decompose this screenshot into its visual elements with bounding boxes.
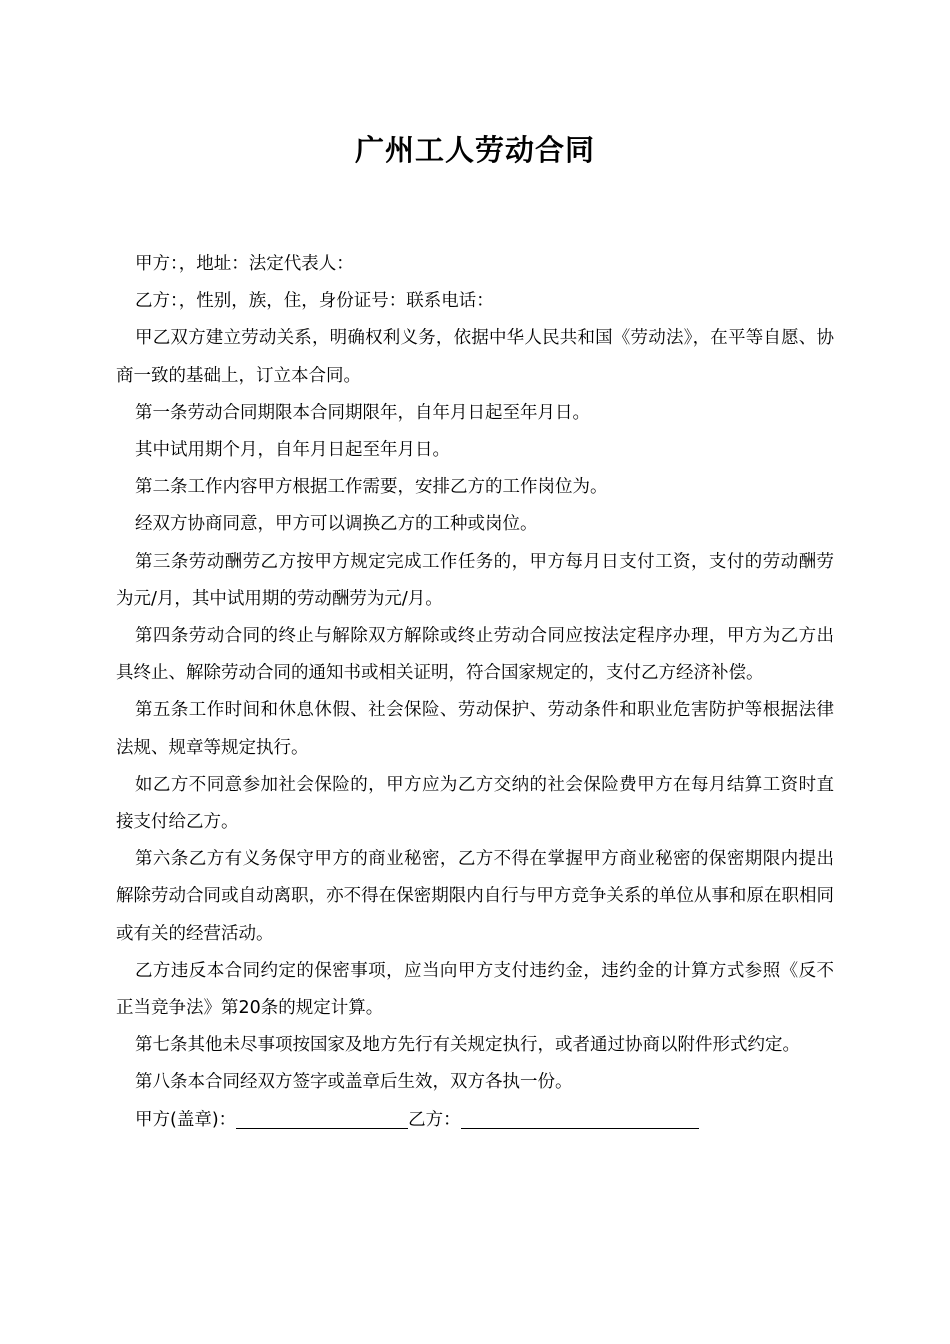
article-2-adjustment: 经双方协商同意，甲方可以调换乙方的工种或岗位。	[135, 514, 538, 535]
preamble: 甲乙双方建立劳动关系，明确权利义务，依据中华人民共和国《劳动法》，在平等自愿、协商一致的基础上，订立本合同。	[116, 328, 834, 386]
party-a-signature-label: 甲方(盖章)：	[135, 1109, 237, 1130]
article-1: 第一条劳动合同期限本合同期限年，自年月日起至年月日。	[135, 402, 590, 423]
article-5-insurance: 如乙方不同意参加社会保险的，甲方应为乙方交纳的社会保险费甲方在每月结算工资时直接支付给乙方。	[116, 774, 834, 833]
article-3: 第三条劳动酬劳乙方按甲方规定完成工作任务的，甲方每月日支付工资，支付的劳动酬劳为元/月，其中试用期的劳动酬劳为元/月。	[116, 551, 834, 609]
party-a-signature-blank	[236, 1108, 408, 1129]
article-7: 第七条其他未尽事项按国家及地方先行有关规定执行，或者通过协商以附件形式约定。	[135, 1035, 800, 1056]
article-2: 第二条工作内容甲方根据工作需要，安排乙方的工作岗位为。	[135, 477, 608, 498]
party-b-signature-blank	[461, 1108, 699, 1129]
article-8: 第八条本合同经双方签字或盖章后生效，双方各执一份。	[135, 1072, 573, 1093]
contract-body	[116, 246, 834, 1139]
article-5: 第五条工作时间和休息休假、社会保险、劳动保护、劳动条件和职业危害防护等根据法律法规、规章等规定执行。	[116, 700, 834, 758]
document-title: 广州工人劳动合同	[354, 133, 595, 167]
party-b-info: 乙方：，性别，族，住，身份证号：联系电话：	[135, 291, 494, 312]
signature-line	[116, 1102, 834, 1139]
party-a-info: 甲方：，地址：法定代表人：	[135, 254, 354, 274]
article-6-penalty: 乙方违反本合同约定的保密事项，应当向甲方支付违约金，违约金的计算方式参照《反不正当竞争法》第20条的规定计算。	[116, 960, 834, 1019]
party-b-signature-label: 乙方：	[408, 1109, 461, 1130]
article-6: 第六条乙方有义务保守甲方的商业秘密，乙方不得在掌握甲方商业秘密的保密期限内提出解除劳动合同或自动离职，亦不得在保密期限内自行与甲方竞争关系的单位从事和原在职相同或有关的经营活动。	[116, 849, 834, 944]
article-1-probation: 其中试用期个月，自年月日起至年月日。	[135, 440, 450, 461]
article-4: 第四条劳动合同的终止与解除双方解除或终止劳动合同应按法定程序办理，甲方为乙方出具终止、解除劳动合同的通知书或相关证明，符合国家规定的，支付乙方经济补偿。	[116, 626, 834, 684]
